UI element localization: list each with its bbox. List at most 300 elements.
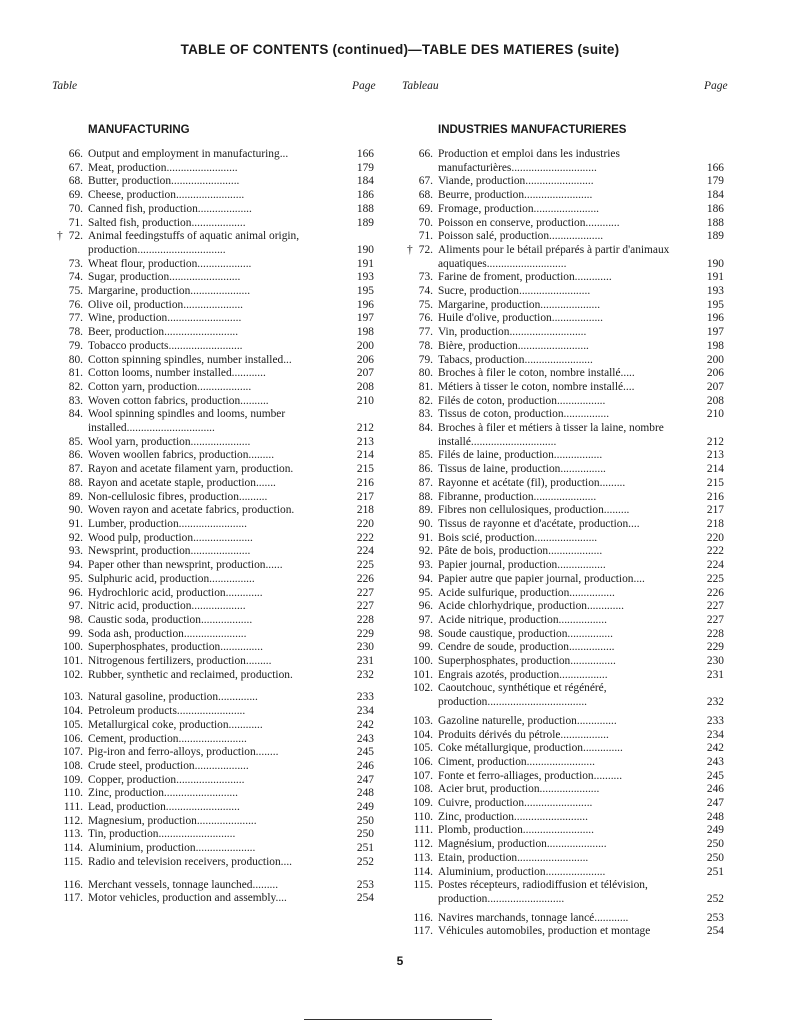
entry-page: 248 — [706, 810, 724, 823]
toc-entry — [418, 572, 724, 587]
entry-number-value: 84. — [68, 408, 83, 421]
entry-page: 189 — [706, 230, 724, 243]
entry-number-value: 107. — [63, 746, 83, 759]
entry-number-value: 100. — [413, 655, 433, 668]
entry-title: Sucre, production......................... — [438, 285, 591, 298]
entry-title: Pig-iron and ferro-alloys, production........ — [88, 746, 279, 759]
entry-number — [419, 408, 433, 422]
entry-number-value: 113. — [413, 851, 433, 864]
toc-entry — [63, 759, 374, 774]
toc-entry — [68, 380, 374, 395]
entry-page: 245 — [356, 746, 374, 759]
toc-entry — [63, 718, 374, 733]
left-column-entries — [57, 148, 374, 906]
toc-entry — [68, 339, 374, 354]
entry-number-value: 86. — [418, 463, 433, 476]
entry-title: Rayonne et acétate (fil), production......... — [438, 476, 626, 489]
entry-number-value: 70. — [68, 202, 83, 215]
entry-page: 214 — [356, 449, 374, 462]
entry-title: Crude steel, production................... — [88, 759, 249, 772]
toc-entry — [413, 728, 724, 743]
entry-page: 198 — [356, 326, 374, 339]
entry-page: 222 — [356, 531, 374, 544]
entry-title: Canned fish, production................... — [88, 202, 252, 215]
entry-number-value: 104. — [63, 705, 83, 718]
toc-entry — [68, 504, 374, 518]
entry-number — [69, 614, 83, 628]
left-table-label: Table — [52, 80, 78, 92]
entry-page: 227 — [706, 600, 724, 613]
entry-page: 225 — [706, 572, 724, 585]
entry-page: 197 — [706, 326, 724, 339]
entry-number-value: 109. — [63, 773, 83, 786]
entry-number-value: 97. — [68, 600, 83, 613]
toc-entry — [68, 408, 374, 435]
toc-entry — [68, 517, 374, 532]
entry-number — [69, 148, 83, 162]
entry-page: 184 — [706, 189, 724, 202]
entry-page: 215 — [706, 476, 724, 489]
entry-number — [69, 271, 83, 285]
entry-number — [419, 559, 433, 573]
entry-number — [63, 691, 83, 705]
entry-title: Cotton spinning spindles, number installed... — [88, 353, 292, 366]
entry-page: 254 — [706, 925, 724, 938]
entry-title: Aluminium, production..................... — [88, 842, 256, 855]
right-page-label: Page — [704, 80, 728, 92]
entry-number-value: 69. — [68, 189, 83, 202]
toc-entry — [63, 655, 374, 669]
toc-entry — [413, 824, 724, 838]
entry-number-value: 75. — [68, 285, 83, 298]
entry-number-value: 72. — [418, 243, 433, 256]
entry-title: Beurre, production........................ — [438, 189, 593, 202]
entry-number-value: 91. — [68, 517, 83, 530]
toc-entry — [413, 865, 724, 880]
entry-title: Magnésium, production..................... — [438, 838, 607, 851]
toc-entry — [63, 773, 374, 788]
entry-page: 196 — [706, 312, 724, 325]
entry-number-value: 110. — [63, 787, 83, 800]
entry-number-value: 98. — [418, 627, 433, 640]
entry-page: 249 — [356, 801, 374, 814]
entry-page: 250 — [706, 838, 724, 851]
entry-number — [69, 491, 83, 505]
entry-number-value: 86. — [68, 449, 83, 462]
entry-number-value: 74. — [68, 271, 83, 284]
entry-number — [63, 760, 83, 774]
entry-page: 225 — [356, 559, 374, 572]
entry-number — [419, 175, 433, 189]
entry-number — [413, 729, 433, 743]
entry-number — [414, 824, 433, 838]
entry-number — [69, 326, 83, 340]
entry-page: 230 — [706, 655, 724, 668]
right-column-entries — [407, 148, 724, 939]
entry-title: Cendre de soude, production................ — [438, 641, 615, 654]
entry-title: Plomb, production......................... — [438, 824, 594, 837]
toc-entry — [63, 641, 374, 655]
entry-page: 224 — [706, 559, 724, 572]
entry-number — [413, 742, 433, 756]
entry-number-value: 103. — [413, 714, 433, 727]
entry-number-value: 69. — [418, 202, 433, 215]
entry-number-value: 116. — [413, 911, 433, 924]
toc-entry — [413, 851, 724, 866]
entry-page: 217 — [356, 490, 374, 503]
entry-number — [69, 340, 83, 354]
left-page-label: Page — [352, 80, 376, 92]
entry-number — [419, 189, 433, 203]
entry-number — [63, 842, 83, 856]
entry-number — [413, 770, 433, 784]
entry-title: Filés de laine, production................. — [438, 449, 603, 462]
entry-title: Magnesium, production..................... — [88, 814, 257, 827]
entry-number — [413, 797, 433, 811]
entry-number-value: 92. — [68, 531, 83, 544]
entry-number-value: 85. — [68, 435, 83, 448]
entry-number-value: 82. — [68, 380, 83, 393]
entry-number — [419, 587, 433, 601]
entry-title: Natural gasoline, production.............. — [88, 691, 258, 704]
entry-page: 184 — [356, 175, 374, 188]
entry-number — [419, 504, 433, 518]
entry-number-value: 82. — [418, 394, 433, 407]
entry-page: 186 — [356, 189, 374, 202]
toc-entry — [63, 787, 374, 801]
entry-page: 229 — [706, 641, 724, 654]
entry-number — [69, 395, 83, 409]
toc-entry — [418, 216, 724, 231]
entry-number-value: 83. — [418, 408, 433, 421]
entry-page: 214 — [706, 463, 724, 476]
entry-number-value: 90. — [418, 517, 433, 530]
entry-page: 200 — [706, 353, 724, 366]
toc-entry — [413, 797, 724, 811]
toc-entry — [418, 627, 724, 642]
entry-page: 218 — [356, 504, 374, 517]
entry-number — [63, 705, 83, 719]
entry-number-value: 80. — [418, 367, 433, 380]
toc-entry — [418, 202, 724, 217]
toc-entry — [68, 367, 374, 381]
entry-number-value: 66. — [418, 148, 433, 160]
dagger-mark: † — [407, 243, 413, 256]
entry-number-value: 67. — [68, 161, 83, 174]
entry-page: 224 — [356, 545, 374, 558]
toc-entry — [63, 691, 374, 705]
entry-page: 217 — [706, 504, 724, 517]
entry-number — [63, 787, 83, 801]
entry-number — [69, 162, 83, 176]
entry-page: 220 — [706, 531, 724, 544]
toc-entry — [418, 380, 724, 395]
entry-title: Motor vehicles, production and assembly.... — [88, 892, 287, 905]
entry-page: 189 — [356, 216, 374, 229]
entry-number-value: 98. — [68, 613, 83, 626]
toc-entry — [63, 668, 374, 683]
entry-title: Bière, production......................... — [438, 339, 589, 352]
entry-title: Cheese, production........................ — [88, 189, 245, 202]
entry-page: 215 — [356, 463, 374, 476]
entry-page: 251 — [706, 865, 724, 878]
entry-number — [69, 285, 83, 299]
entry-page: 234 — [356, 705, 374, 718]
entry-number — [419, 449, 433, 463]
toc-entry — [413, 879, 724, 906]
entry-number-value: 115. — [413, 879, 433, 892]
entry-title: Vin, production........................... — [438, 326, 587, 339]
entry-title: Navires marchands, tonnage lancé............ — [438, 911, 629, 924]
entry-number-value: 81. — [418, 380, 433, 393]
entry-number-value: 78. — [418, 339, 433, 352]
toc-entry — [418, 298, 724, 313]
entry-page: 247 — [356, 773, 374, 786]
entry-title: Tobacco products.......................... — [88, 339, 243, 352]
toc-entry — [418, 285, 724, 299]
entry-page: 190 — [706, 257, 724, 270]
entry-page: 197 — [356, 312, 374, 325]
toc-entry — [413, 682, 724, 709]
entry-page: 212 — [356, 422, 374, 435]
entry-title: Acier brut, production..................... — [438, 783, 600, 796]
entry-number — [413, 838, 433, 852]
toc-entry — [63, 801, 374, 815]
entry-number-value: 76. — [418, 312, 433, 325]
footer-rule — [304, 1019, 492, 1020]
entry-title: Butter, production........................ — [88, 175, 240, 188]
entry-number — [419, 614, 433, 628]
entry-number — [419, 463, 433, 477]
entry-page: 220 — [356, 517, 374, 530]
toc-entry — [418, 271, 724, 285]
toc-entry — [413, 925, 724, 939]
toc-entry — [418, 148, 724, 175]
entry-number — [69, 449, 83, 463]
toc-entry — [418, 490, 724, 505]
entry-number-value: 83. — [68, 394, 83, 407]
entry-number-value: 71. — [68, 216, 83, 229]
entry-number-value: 106. — [413, 755, 433, 768]
entry-title: Rubber, synthetic and reclaimed, production. — [88, 668, 293, 681]
entry-page: 253 — [356, 878, 374, 891]
entry-page: 243 — [356, 732, 374, 745]
entry-page: 207 — [356, 367, 374, 380]
entry-title: Cotton looms, number installed............ — [88, 367, 266, 380]
toc-entry — [68, 613, 374, 628]
entry-number-value: 78. — [68, 326, 83, 339]
entry-number — [407, 244, 433, 258]
entry-number-value: 100. — [63, 641, 83, 654]
toc-entry — [413, 911, 724, 926]
entry-number — [419, 395, 433, 409]
entry-number-value: 109. — [413, 797, 433, 810]
entry-title: Fibres non cellulosiques, production......... — [438, 504, 630, 517]
toc-entry — [68, 600, 374, 614]
toc-entry — [418, 476, 724, 491]
entry-page: 179 — [356, 161, 374, 174]
entry-page: 213 — [706, 449, 724, 462]
entry-number-value: 110. — [413, 810, 433, 823]
entry-title: Etain, production......................... — [438, 851, 589, 864]
entry-number — [413, 783, 433, 797]
entry-title: Margarine, production..................... — [88, 285, 251, 298]
entry-title: Lumber, production........................ — [88, 517, 247, 530]
entry-title: Farine de froment, production............. — [438, 271, 612, 284]
entry-number — [69, 532, 83, 546]
entry-title: Non-cellulosic fibres, production.......... — [88, 490, 268, 503]
toc-entry — [68, 476, 374, 491]
entry-title: Output and employment in manufacturing... — [88, 148, 289, 160]
entry-title: Coke métallurgique, production.............. — [438, 742, 623, 755]
entry-number-value: 117. — [63, 892, 83, 905]
toc-entry — [63, 746, 374, 760]
entry-title: Tissus de laine, production................ — [438, 463, 606, 476]
entry-title: Viande, production........................ — [438, 175, 594, 188]
toc-entry — [63, 842, 374, 856]
entry-number-value: 85. — [418, 449, 433, 462]
entry-title: Rayon and acetate staple, production....... — [88, 476, 276, 489]
entry-title: Zinc, production.......................... — [438, 810, 588, 823]
entry-title: Animal feedingstuffs of aquatic animal origin, production............................... — [88, 230, 300, 256]
entry-page: 250 — [706, 851, 724, 864]
right-table-label: Tableau — [402, 80, 439, 92]
toc-entry — [418, 641, 724, 655]
entry-number-value: 75. — [418, 298, 433, 311]
entry-page: 247 — [706, 797, 724, 810]
entry-number-value: 79. — [418, 353, 433, 366]
entry-title: Wine, production.......................... — [88, 312, 242, 325]
entry-title: Papier journal, production................. — [438, 559, 606, 572]
entry-number — [419, 367, 433, 381]
toc-entry — [68, 257, 374, 272]
entry-title: Papier autre que papier journal, production.... — [438, 572, 645, 585]
toc-entry — [68, 216, 374, 231]
entry-page: 242 — [706, 742, 724, 755]
entry-title: Soude caustique, production................ — [438, 627, 613, 640]
entry-number-value: 76. — [68, 298, 83, 311]
entry-number — [413, 866, 433, 880]
entry-number — [419, 326, 433, 340]
entry-page: 232 — [706, 696, 724, 709]
entry-number-value: 96. — [68, 586, 83, 599]
entry-number-value: 105. — [63, 718, 83, 731]
toc-entry — [418, 531, 724, 546]
entry-title: Fromage, production....................... — [438, 202, 600, 215]
entry-title: Olive oil, production..................... — [88, 298, 244, 311]
entry-page: 254 — [356, 892, 374, 905]
entry-number-value: 90. — [68, 504, 83, 517]
entry-number — [69, 559, 83, 573]
toc-entry — [418, 600, 724, 614]
entry-number-value: 114. — [63, 842, 83, 855]
entry-number-value: 99. — [68, 627, 83, 640]
entry-title: Caoutchouc, synthétique et régénéré, production................................... — [438, 682, 607, 709]
entry-page: 253 — [706, 911, 724, 924]
entry-number — [419, 545, 433, 559]
toc-entry — [63, 855, 374, 870]
toc-entry — [418, 449, 724, 463]
entry-number-value: 95. — [68, 572, 83, 585]
entry-title: Salted fish, production................... — [88, 216, 246, 229]
entry-title: Huile d'olive, production.................. — [438, 312, 603, 325]
entry-page: 195 — [356, 285, 374, 298]
entry-number — [69, 299, 83, 313]
entry-title: Sugar, production......................... — [88, 271, 241, 284]
entry-number — [69, 463, 83, 477]
entry-page: 222 — [706, 545, 724, 558]
entry-page: 198 — [706, 339, 724, 352]
entry-page: 231 — [356, 655, 374, 668]
entry-title: Beer, production.......................... — [88, 326, 239, 339]
entry-number — [69, 587, 83, 601]
toc-entry — [418, 353, 724, 368]
entry-number-value: 103. — [63, 691, 83, 704]
entry-page: 252 — [706, 892, 724, 905]
entry-number-value: 107. — [413, 769, 433, 782]
entry-title: Tissus de rayonne et d'acétate, production.... — [438, 517, 640, 530]
entry-title: Copper, production........................ — [88, 773, 245, 786]
entry-number-value: 108. — [63, 759, 83, 772]
toc-entry — [407, 243, 724, 271]
entry-title: Cement, production........................ — [88, 732, 247, 745]
toc-entry — [413, 769, 724, 784]
toc-entry — [68, 148, 374, 162]
entry-page: 231 — [706, 668, 724, 681]
entry-number — [413, 756, 433, 770]
toc-entry — [418, 586, 724, 601]
entry-page: 226 — [356, 572, 374, 585]
entry-number-value: 108. — [413, 783, 433, 796]
entry-page: 234 — [706, 728, 724, 741]
toc-entry — [68, 572, 374, 587]
entry-number — [64, 801, 83, 815]
entry-number — [69, 545, 83, 559]
entry-page: 232 — [356, 668, 374, 681]
entry-number — [419, 148, 433, 162]
entry-number-value: 105. — [413, 742, 433, 755]
entry-title: Cotton yarn, production................... — [88, 380, 252, 393]
entry-number — [63, 641, 83, 655]
entry-number-value: 70. — [418, 216, 433, 229]
toc-entry — [68, 463, 374, 477]
toc-entry — [63, 814, 374, 829]
entry-page: 216 — [356, 476, 374, 489]
entry-page: 193 — [356, 271, 374, 284]
toc-entry — [63, 878, 374, 893]
toc-entry — [68, 285, 374, 299]
toc-entry — [68, 449, 374, 463]
entry-page: 188 — [706, 216, 724, 229]
entry-number — [419, 230, 433, 244]
toc-entry — [68, 298, 374, 313]
entry-page: 166 — [706, 161, 724, 174]
entry-page: 200 — [356, 339, 374, 352]
entry-title: Wood pulp, production..................... — [88, 531, 253, 544]
entry-page: 233 — [356, 691, 374, 704]
entry-number-value: 84. — [418, 422, 433, 435]
entry-title: Broches à filer le coton, nombre installé..... — [438, 367, 635, 380]
entry-number — [63, 746, 83, 760]
entry-page: 193 — [706, 285, 724, 298]
toc-entry — [68, 490, 374, 505]
entry-title: Aluminium, production..................... — [438, 865, 606, 878]
entry-title: Paper other than newsprint, production...... — [88, 559, 283, 572]
toc-entry — [418, 559, 724, 573]
entry-title: Postes récepteurs, radiodiffusion et télévision, production........................... — [438, 879, 648, 905]
toc-entry — [418, 189, 724, 203]
entry-title: Poisson en conserve, production............ — [438, 216, 620, 229]
